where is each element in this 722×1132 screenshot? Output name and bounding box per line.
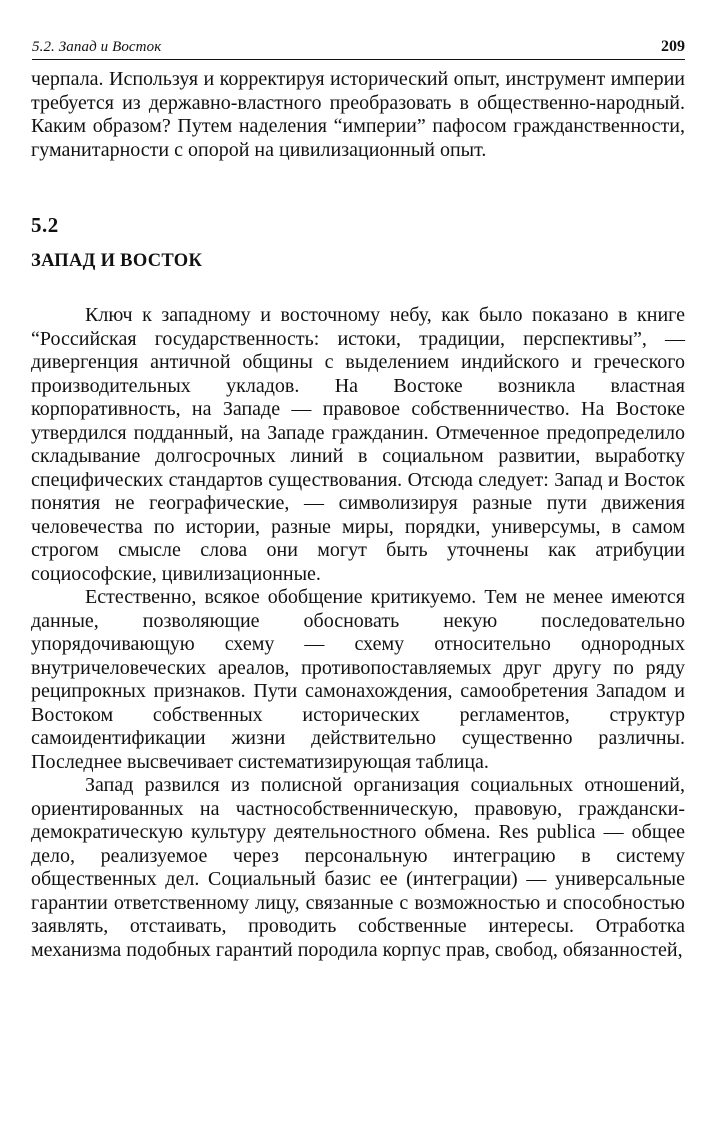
paragraph-2: Естественно, всякое обобщение критикуемо. Тем не менее имеются данные, позволяющие обосновать некую последовательно упорядочивающую схему — схему относительно однородных внутричеловеческих ареалов, противопоставляемых друг другу по ряду реципрокных признаков. Пути самонахождения, самообретения Западом и Востоком собственных исторических регламентов, структур самоидентификации жизни действительно существенно различны. Последнее высвечивает систематизирующая таблица. — [31, 586, 685, 773]
page-number: 209 — [661, 38, 685, 55]
intro-paragraph: черпала. Используя и корректируя исторический опыт, инструмент империи требуется из державно-властного преобразовать в общественно-народный. Каким образом? Путем наделения “империи” пафосом гражданственности, гуманитарности с опорой на цивилизационный опыт. — [31, 68, 685, 161]
paragraph-3: Запад развился из полисной организация социальных отношений, ориентированных на частнособственническую, правовую, граждански-демократическую культуру деятельностного обмена. Res publica — общее дело, реализуемое через персональную интеграцию в систему общественных дел. Социальный базис ее (интеграции) — универсальные гарантии ответственному лицу, связанные с возможностью и способностью заявлять, отстаивать, проводить собственные интересы. Отработка механизма подобных гарантий породила корпус прав, свобод, обязанностей, — [31, 774, 685, 961]
paragraph-1: Ключ к западному и восточному небу, как было показано в книге “Российская государственность: истоки, традиции, перспективы”, — дивергенция античной общины с выделением индийского и греческого производительных укладов. На Востоке возникла властная корпоративность, на Западе — правовое собственничество. На Востоке утвердился подданный, на Западе гражданин. Отмеченное предопределило складывание долгосрочных линий в социальном развитии, выработку специфических стандартов существования. Отсюда следует: Запад и Восток понятия не географические, — символизируя разные пути движения человечества по истории, разные миры, порядки, универсумы, в самом строгом смысле слова они могут быть уточнены как атрибуции социософские, цивилизационные. — [31, 304, 685, 585]
running-header — [32, 30, 685, 60]
running-title: 5.2. Запад и Восток — [32, 39, 162, 55]
section-number: 5.2 — [31, 213, 59, 237]
body-text — [31, 68, 685, 962]
section-title: ЗАПАД И ВОСТОК — [31, 251, 203, 271]
book-page — [31, 30, 685, 962]
